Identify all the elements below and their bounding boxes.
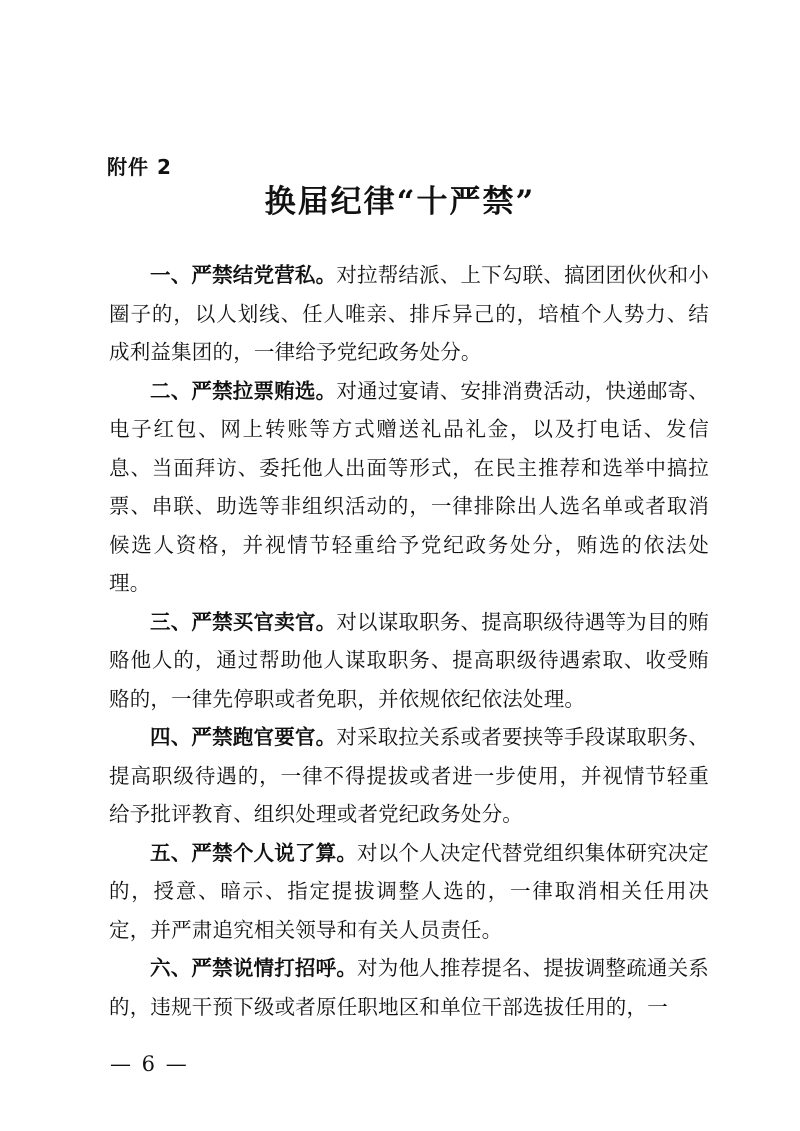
paragraph-3-lead: 三、严禁买官卖官。 bbox=[150, 609, 337, 634]
paragraph-2 bbox=[109, 372, 709, 603]
attachment-label: 附件 2 bbox=[107, 155, 172, 179]
paragraph-4-text: 对采取拉关系或者要挟等手段谋取职务、提高职级待遇的，一律不得提拔或者进一步使用，并视情节轻重给予批评教育、组织处理或者党纪政务处分。 bbox=[109, 725, 709, 826]
document-body bbox=[109, 256, 709, 1026]
paragraph-3-text: 对以谋取职务、提高职级待遇等为目的贿赂他人的，通过帮助他人谋取职务、提高职级待遇索取、收受贿赂的，一律先停职或者免职，并依规依纪依法处理。 bbox=[109, 609, 709, 711]
paragraph-6-text: 对为他人推荐提名、提拔调整疏通关系的，违规干预下级或者原任职地区和单位干部选拔任用的，一 bbox=[109, 956, 710, 1019]
paragraph-3 bbox=[109, 603, 709, 719]
paragraph-1 bbox=[109, 256, 709, 372]
paragraph-4 bbox=[109, 718, 709, 834]
paragraph-2-lead: 二、严禁拉票贿选。 bbox=[150, 378, 337, 403]
document-title: 换届纪律“十严禁” bbox=[264, 184, 536, 220]
paragraph-5 bbox=[109, 834, 709, 950]
paragraph-4-lead: 四、严禁跑官要官。 bbox=[150, 725, 337, 749]
paragraph-6 bbox=[109, 949, 709, 1026]
paragraph-5-lead: 五、严禁个人说了算。 bbox=[150, 840, 358, 865]
paragraph-6-lead: 六、严禁说情打招呼。 bbox=[150, 956, 358, 980]
paragraph-2-text: 对通过宴请、安排消费活动，快递邮寄、电子红包、网上转账等方式赠送礼品礼金，以及打电话、发信息、当面拜访、委托他人出面等形式，在民主推荐和选举中搞拉票、串联、助选等非组织活动的，一律排除出人选名单或者取消候选人资格，并视情节轻重给予党纪政务处分，贿选的依法处理。 bbox=[109, 378, 709, 595]
paragraph-1-lead: 一、严禁结党营私。 bbox=[150, 263, 337, 287]
paragraph-5-text: 对以个人决定代替党组织集体研究决定的，授意、暗示、指定提拔调整人选的，一律取消相关任用决定，并严肃追究相关领导和有关人员责任。 bbox=[109, 840, 710, 942]
paragraph-1-text: 对拉帮结派、上下勾联、搞团团伙伙和小圈子的，以人划线、任人唯亲、排斥异己的，培植个人势力、结成利益集团的，一律给予党纪政务处分。 bbox=[109, 263, 709, 364]
page-number: — 6 — bbox=[110, 1052, 189, 1076]
